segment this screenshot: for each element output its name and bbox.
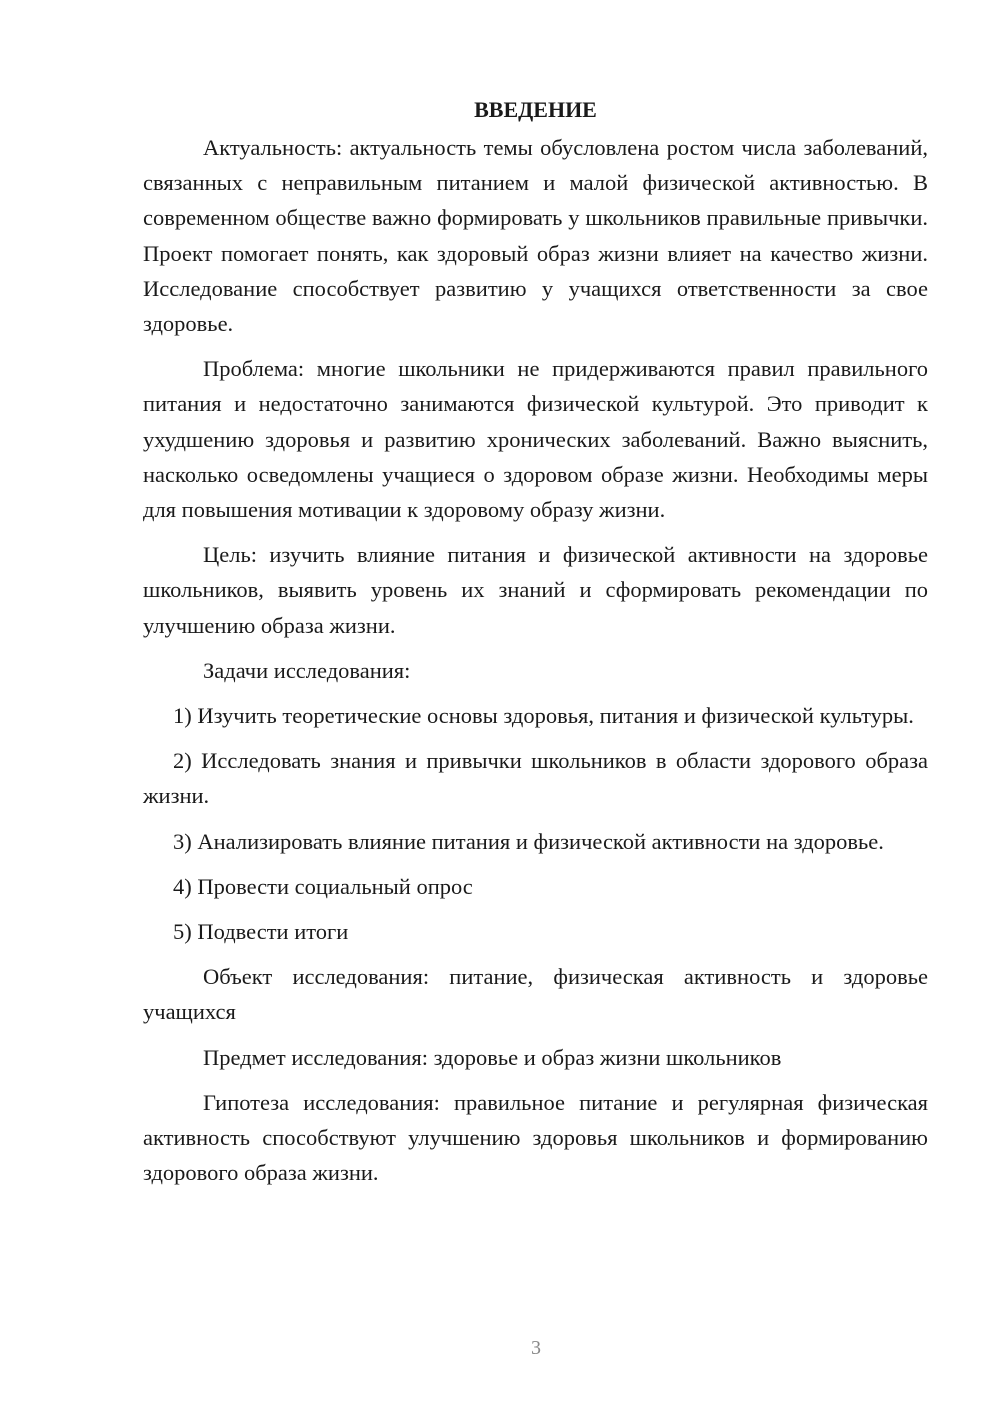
tasks-heading: Задачи исследования: (203, 657, 411, 683)
relevance-paragraph: Актуальность: актуальность темы обусловлена ростом числа заболеваний, связанных с неправильным питанием и малой физической активностью. В современном обществе важно формировать у школьников правильные привычки. Проект помогает понять, как здоровый образ жизни влияет на качество жизни. Исследование способствует развитию у учащихся ответственности за свое здоровье. (143, 135, 928, 337)
subject-paragraph: Предмет исследования: здоровье и образ жизни школьников (203, 1044, 782, 1070)
page-number: 3 (531, 1337, 541, 1359)
task-item-5: 5) Подвести итоги (173, 919, 349, 945)
document-body (143, 92, 928, 1200)
task-item-2: 2) Исследовать знания и привычки школьников в области здорового образа жизни. (143, 748, 928, 809)
problem-paragraph: Проблема: многие школьники не придерживаются правил правильного питания и недостаточно занимаются физической культурой. Это приводит к ухудшению здоровья и развитию хронических заболеваний. Важно выяснить, насколько осведомлены учащиеся о здоровом образе жизни. Необходимы меры для повышения мотивации к здоровому образу жизни. (143, 356, 928, 523)
goal-paragraph: Цель: изучить влияние питания и физической активности на здоровье школьников, выявить уровень их знаний и сформировать рекомендации по улучшению образа жизни. (143, 542, 928, 638)
task-item-4: 4) Провести социальный опрос (173, 873, 473, 899)
task-item-1: 1) Изучить теоретические основы здоровья, питания и физической культуры. (173, 703, 914, 729)
object-paragraph: Объект исследования: питание, физическая активность и здоровье учащихся (143, 964, 928, 1025)
hypothesis-paragraph: Гипотеза исследования: правильное питание и регулярная физическая активность способствуют улучшению здоровья школьников и формированию здорового образа жизни. (143, 1089, 928, 1186)
section-title: ВВЕДЕНИЕ (474, 97, 597, 122)
task-item-3: 3) Анализировать влияние питания и физической активности на здоровье. (173, 828, 884, 854)
